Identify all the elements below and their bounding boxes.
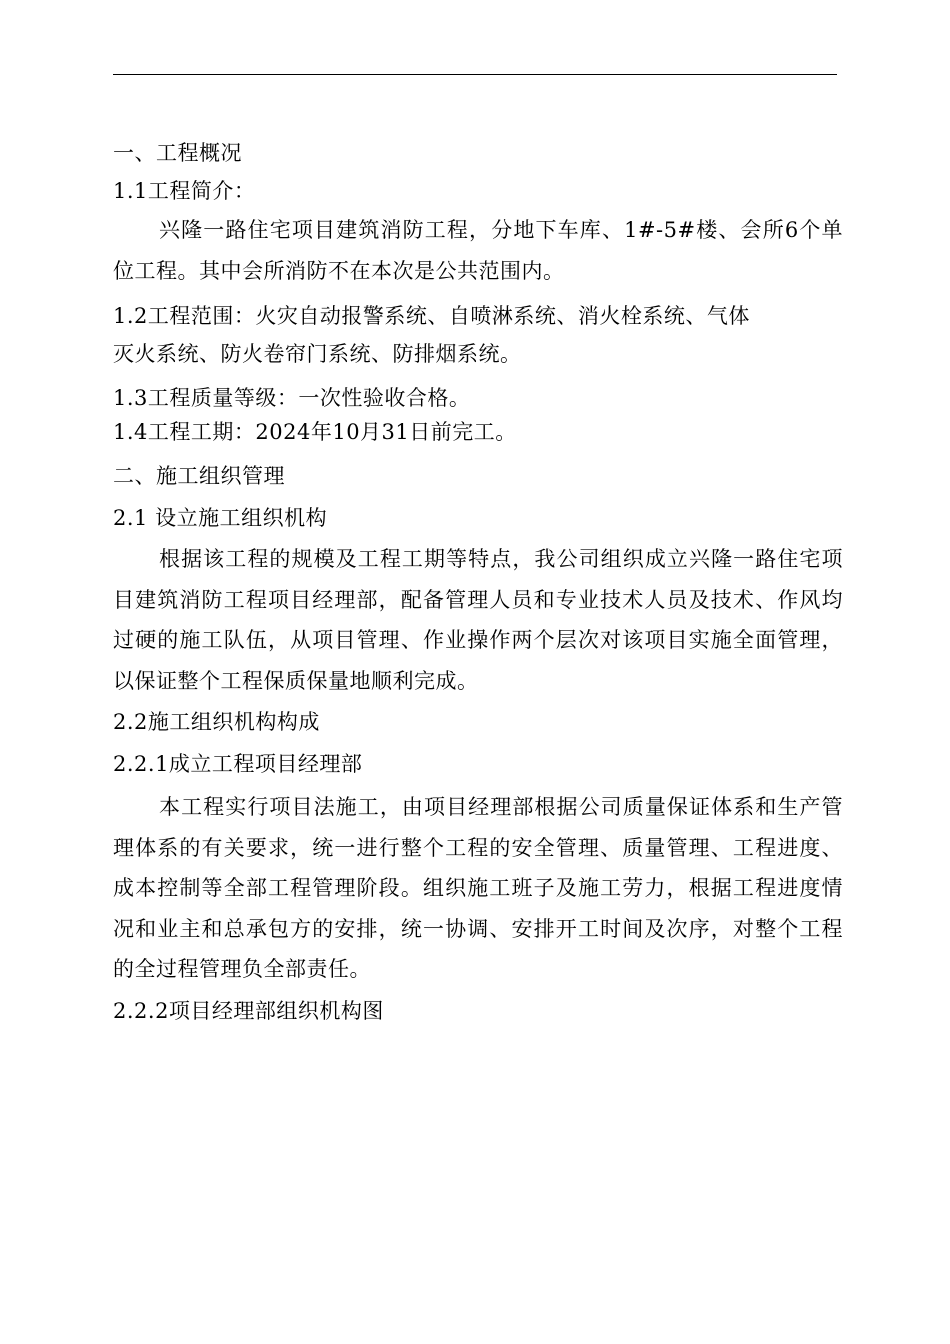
heading-2-2: 2.2施工组织机构构成 bbox=[113, 710, 320, 734]
line-1-3: 1.3工程质量等级：一次性验收合格。 bbox=[113, 386, 471, 410]
spacer bbox=[113, 373, 843, 381]
paragraph-1-1: 兴隆一路住宅项目建筑消防工程，分地下车库、1#-5#楼、会所6个单位工程。其中会所消防不在本次是公共范围内。 bbox=[113, 218, 843, 283]
heading-1-1: 1.1工程简介： bbox=[113, 179, 256, 203]
line-1-2-b: 灭火系统、防火卷帘门系统、防排烟系统。 bbox=[113, 342, 522, 366]
heading-2-1: 2.1 设立施工组织机构 bbox=[113, 506, 328, 530]
heading-2-2-2: 2.2.2项目经理部组织机构图 bbox=[113, 998, 384, 1023]
paragraph-2-2-1: 本工程实行项目法施工，由项目经理部根据公司质量保证体系和生产管理体系的有关要求，统一进行整个工程的安全管理、质量管理、工程进度、成本控制等全部工程管理阶段。组织施工班子及施工劳力，根据工程进度情况和业主和总承包方的安排，统一协调、安排开工时间及次序，对整个工程的全过程管理负全部责任。 bbox=[113, 795, 843, 981]
line-1-4: 1.4工程工期：2024年10月31日前完工。 bbox=[113, 420, 517, 444]
line-1-2-a: 1.2工程范围：火灾自动报警系统、自喷淋系统、消火栓系统、气体 bbox=[113, 304, 750, 328]
header-rule bbox=[113, 74, 837, 75]
heading-2-2-1: 2.2.1成立工程项目经理部 bbox=[113, 752, 363, 776]
heading-section-1: 一、工程概况 bbox=[113, 141, 242, 165]
heading-section-2: 二、施工组织管理 bbox=[113, 464, 285, 488]
paragraph-2-1: 根据该工程的规模及工程工期等特点，我公司组织成立兴隆一路住宅项目建筑消防工程项目经理部，配备管理人员和专业技术人员及技术、作风均过硬的施工队伍，从项目管理、作业操作两个层次对该项目实施全面管理，以保证整个工程保质保量地顺利完成。 bbox=[113, 547, 843, 693]
document-body bbox=[113, 134, 843, 1030]
